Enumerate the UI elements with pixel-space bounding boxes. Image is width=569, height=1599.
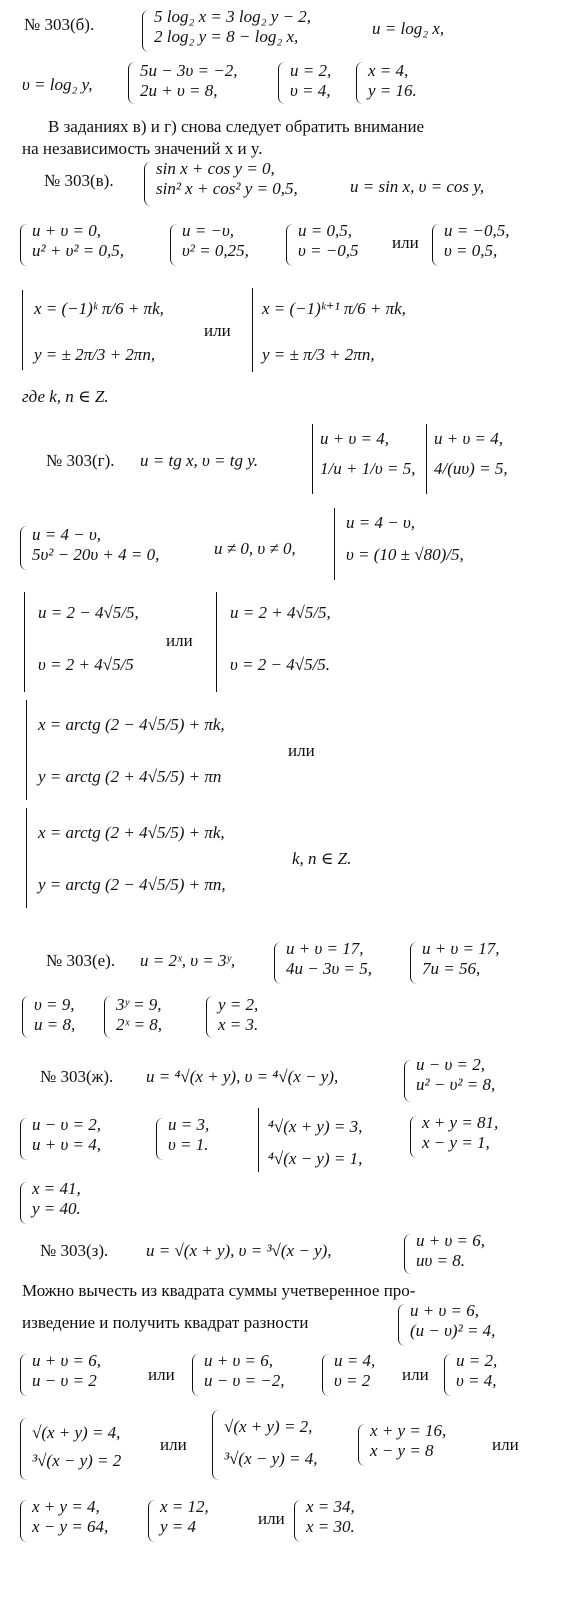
equation-system [116,996,162,1036]
equation: x − y = 1, [422,1133,490,1152]
equation-system [346,514,464,566]
system-brace [20,1182,29,1224]
equation-system [444,222,509,262]
equation: u² + υ² = 0,5, [32,241,124,260]
equation: 7u = 56, [422,959,481,978]
substitution: u = √(x + y), υ = ³√(x − y), [146,1241,332,1260]
or-word: или [204,321,231,340]
system-brace [26,700,27,800]
equation: √(x + y) = 4, [32,1423,121,1442]
equation: x = (−1)ᵏ⁺¹ π/6 + πk, [262,299,406,318]
equation: 2ˣ = 8, [116,1015,163,1034]
equation: u + υ = 4, [320,429,389,448]
system-brace [358,1424,367,1466]
equation: u = 8, [34,1015,76,1034]
equation: υ = 9, [34,995,75,1014]
equation: υ = 1. [168,1135,209,1154]
solution-system [262,300,406,366]
system-brace [398,1304,407,1346]
or-word: или [288,741,315,760]
system-brace [144,162,153,206]
system-brace [20,1118,29,1160]
equation: x = 34, [306,1497,355,1516]
equation-system [368,62,417,102]
substitution: u = 2ˣ, υ = 3ʸ, [140,951,236,970]
problem-label: № 303(ж). [40,1067,114,1086]
equation: ³√(x − y) = 2 [32,1451,122,1470]
equation: u − υ = 2 [32,1371,97,1390]
or-word: или [258,1509,285,1528]
equation-system [434,430,508,480]
equation-system [34,996,75,1036]
equation: u = 2 − 4√5/5, [38,603,139,622]
substitution: υ = log₂ y, [22,75,93,94]
system-brace [206,996,215,1038]
equation-system [306,1498,355,1538]
equation: uυ = 8. [416,1251,466,1270]
system-brace [20,526,29,570]
equation-system [456,1352,497,1392]
equation-system [286,940,372,980]
note-line: В заданиях в) и г) снова следует обратить внимание [48,117,425,136]
equation: y = 16. [368,81,417,100]
system-brace [444,1354,453,1396]
solution-system [38,824,226,896]
or-word: или [492,1435,519,1454]
system-brace [24,592,25,692]
equation: u = 2, [290,61,332,80]
system-brace [128,62,137,104]
system-brace [286,224,295,266]
equation-system [422,940,500,980]
equation-system [168,1116,209,1156]
system-brace [258,1108,259,1172]
equation-system [182,222,249,262]
equation-system [204,1352,284,1392]
equation-system [422,1114,498,1154]
equation: x = 3. [218,1015,259,1034]
system-brace [432,224,441,266]
system-brace [334,508,335,580]
equation-system [416,1056,495,1096]
problem-label: № 303(в). [44,171,114,190]
equation: 4/(uυ) = 5, [434,459,508,478]
equation: u − υ = −2, [204,1371,285,1390]
equation: x = arctg (2 − 4√5/5) + πk, [38,715,225,734]
equation-system [218,996,258,1036]
system-brace [20,1418,29,1480]
or-word: или [166,631,193,650]
equation-system [32,1352,101,1392]
equation-system [156,160,298,200]
equation: 5u − 3υ = −2, [140,61,238,80]
text-line: изведение и получить квадрат разности [22,1313,309,1332]
equation-system [32,1180,81,1220]
system-brace [170,224,179,266]
system-brace [294,1500,303,1542]
equation-system [32,1498,108,1538]
equation: υ = (10 ± √80)/5, [346,545,464,564]
equation: u = 4 − υ, [346,513,415,532]
system-brace [26,808,27,908]
system-brace [148,1500,157,1542]
equation: y = 2, [218,995,259,1014]
equation: υ = 2 − 4√5/5. [230,655,331,674]
solution-system [34,300,164,366]
equation: υ = 0,5, [444,241,498,260]
equation-system [32,1116,101,1156]
equation: y = arctg (2 + 4√5/5) + πn [38,767,222,786]
equation: y = 4 [160,1517,197,1536]
system-brace [142,10,151,52]
system-brace [426,424,427,494]
equation: x = 4, [368,61,409,80]
equation: ⁴√(x + y) = 3, [268,1117,363,1136]
equation: sin x + cos y = 0, [156,159,275,178]
or-word: или [148,1365,175,1384]
equation: x = 30. [306,1517,355,1536]
equation: υ² = 0,25, [182,241,249,260]
equation: u + υ = 6, [410,1301,479,1320]
problem-label: № 303(з). [40,1241,109,1260]
equation-system [224,1418,318,1470]
problem-label: № 303(б). [24,15,95,34]
problem-label: № 303(г). [46,451,115,470]
equation-system [32,1424,121,1472]
or-word: или [402,1365,429,1384]
text-line: Можно вычесть из квадрата суммы учетверенное про- [22,1281,416,1300]
equation: u + υ = 0, [32,221,101,240]
equation: u + υ = 4, [32,1135,101,1154]
equation: υ = 2 + 4√5/5 [38,655,134,674]
condition: u ≠ 0, υ ≠ 0, [214,539,296,558]
substitution: u = tg x, υ = tg y. [140,451,259,470]
equation: u = 2 + 4√5/5, [230,603,331,622]
system-brace [252,288,253,372]
system-brace [20,1354,29,1396]
equation-system [268,1118,362,1170]
equation: u² − υ² = 8, [416,1075,496,1094]
equation: x + y = 16, [370,1421,447,1440]
substitution: u = ⁴√(x + y), υ = ⁴√(x − y), [146,1067,339,1086]
equation: (u − υ)² = 4, [410,1321,496,1340]
system-brace [404,1060,413,1102]
equation: u + υ = 4, [434,429,503,448]
equation: x = arctg (2 + 4√5/5) + πk, [38,823,225,842]
system-brace [20,224,29,266]
equation-system [38,604,139,676]
system-brace [212,1410,221,1480]
equation: υ = 4, [456,1371,497,1390]
equation: y = ± π/3 + 2πn, [262,345,375,364]
equation: x + y = 81, [422,1113,499,1132]
or-word: или [160,1435,187,1454]
equation: 1/u + 1/υ = 5, [320,459,416,478]
equation: u + υ = 17, [422,939,500,958]
system-brace [410,1116,419,1158]
equation: ⁴√(x − y) = 1, [268,1149,363,1168]
system-brace [192,1354,201,1396]
equation-system [410,1302,495,1342]
equation: u = −0,5, [444,221,510,240]
note-line: на независимость значений x и y. [22,139,263,158]
equation: x − y = 8 [370,1441,434,1460]
equation-system [298,222,359,262]
equation-system [230,604,331,676]
integer-condition: где k, n ∈ Z. [22,387,109,406]
system-brace [274,942,283,984]
equation-system [32,222,124,262]
equation: u − υ = 2, [32,1115,101,1134]
equation: 3ʸ = 9, [116,995,162,1014]
equation: u = 2, [456,1351,498,1370]
equation-system [32,526,159,566]
substitution: u = log₂ x, [372,19,445,38]
equation: u − υ = 2, [416,1055,485,1074]
equation: √(x + y) = 2, [224,1417,313,1436]
equation: sin² x + cos² y = 0,5, [156,179,298,198]
system-brace [22,290,23,370]
system-brace [216,592,217,692]
integer-condition: k, n ∈ Z. [292,849,352,868]
system-brace [20,1500,29,1542]
system-brace [104,996,113,1038]
equation: u + υ = 6, [416,1231,485,1250]
equation: x = 41, [32,1179,81,1198]
equation: x − y = 64, [32,1517,109,1536]
equation: 5υ² − 20υ + 4 = 0, [32,545,160,564]
system-brace [404,1234,413,1274]
solution-system [38,716,225,788]
equation-system [334,1352,375,1392]
equation-system [370,1422,446,1462]
system-brace [322,1354,331,1396]
substitution: u = sin x, υ = cos y, [350,177,485,196]
equation: x + y = 4, [32,1497,100,1516]
equation: u = 4, [334,1351,376,1370]
equation: ³√(x − y) = 4, [224,1449,318,1468]
equation: y = 40. [32,1199,81,1218]
equation: 4u − 3υ = 5, [286,959,372,978]
equation: 2u + υ = 8, [140,81,218,100]
equation: u = 3, [168,1115,210,1134]
problem-label: № 303(е). [46,951,116,970]
equation: u + υ = 6, [32,1351,101,1370]
equation-system [154,8,311,48]
equation: u = −υ, [182,221,234,240]
system-brace [156,1118,165,1160]
system-brace [278,62,287,104]
equation: x = (−1)ᵏ π/6 + πk, [34,299,164,318]
equation: υ = 2 [334,1371,371,1390]
equation-system [140,62,237,102]
equation: υ = 4, [290,81,331,100]
equation-system [416,1232,485,1272]
system-brace [22,996,31,1038]
equation: u = 0,5, [298,221,352,240]
equation: u = 4 − υ, [32,525,101,544]
system-brace [312,424,313,494]
system-brace [410,942,419,984]
equation: u + υ = 6, [204,1351,273,1370]
equation-system [290,62,331,102]
equation-system [160,1498,209,1538]
equation: υ = −0,5 [298,241,359,260]
equation: y = ± 2π/3 + 2πn, [34,345,156,364]
equation: 2 log₂ y = 8 − log₂ x, [154,27,299,46]
equation: y = arctg (2 − 4√5/5) + πn, [38,875,226,894]
equation: 5 log₂ x = 3 log₂ y − 2, [154,7,312,26]
equation: x = 12, [160,1497,209,1516]
equation: u + υ = 17, [286,939,364,958]
or-word: или [392,233,419,252]
system-brace [356,62,365,104]
equation-system [320,430,415,480]
